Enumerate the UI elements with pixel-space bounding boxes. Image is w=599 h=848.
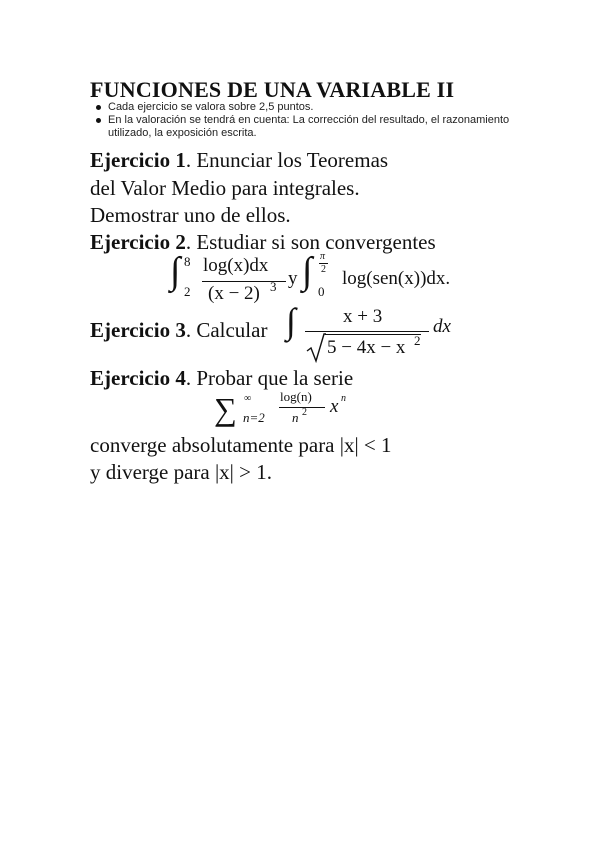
- exercise-1-line2: del Valor Medio para integrales.: [90, 176, 360, 200]
- connector-y: y: [288, 268, 298, 289]
- integral-1-upper-limit: 8: [184, 254, 191, 269]
- term-power-exponent: n: [341, 393, 346, 404]
- bullet-icon: [96, 105, 101, 110]
- integral-1-denominator: (x − 2): [208, 283, 260, 304]
- grading-note: [90, 101, 510, 114]
- summation-sign: ∑: [214, 391, 237, 427]
- exercise-3-text: . Calcular: [185, 318, 268, 342]
- exercise-4-line3: y diverge para |x| > 1.: [90, 460, 272, 484]
- integral-2-lower-limit: 0: [318, 284, 325, 299]
- sum-lower-limit: n=2: [243, 410, 265, 425]
- integral-sign: ∫: [302, 250, 313, 292]
- exercise-2-label: Ejercicio 2: [90, 230, 186, 254]
- exercise-1-line3: Demostrar uno de ellos.: [90, 203, 291, 227]
- bullet-icon: [96, 118, 101, 123]
- grading-notes: [90, 101, 510, 140]
- grading-note-text: En la valoración se tendrá en cuenta: La corrección del resultado, el razonamiento utilizado, la exposición escrita.: [108, 114, 510, 139]
- integral-sign: ∫: [286, 301, 296, 341]
- exercise-3: [90, 316, 267, 344]
- integral-1-lower-limit: 2: [184, 284, 191, 299]
- term-denominator-exponent: 2: [302, 407, 307, 418]
- exercise-2: [90, 228, 436, 256]
- exercise-4: [90, 364, 353, 392]
- exercise-3-label: Ejercicio 3: [90, 318, 186, 342]
- integral-2-upper-pi: π: [320, 251, 326, 262]
- integrand-denominator: 5 − 4x − x: [327, 337, 406, 358]
- integral-1-denominator-exponent: 3: [270, 279, 277, 294]
- denominator-exponent: 2: [414, 333, 421, 348]
- integrand-numerator: x + 3: [343, 306, 383, 327]
- exercise-2-text: . Estudiar si son convergentes: [185, 230, 436, 254]
- exercise-4-line2: converge absolutamente para |x| < 1: [90, 433, 392, 457]
- exercise-1-line1: . Enunciar los Teoremas: [185, 148, 389, 172]
- exam-title: FUNCIONES DE UNA VARIABLE II: [90, 77, 455, 102]
- integral-1-numerator: log(x)dx: [203, 255, 269, 276]
- exercise-4-label: Ejercicio 4: [90, 366, 186, 390]
- differential: dx: [433, 316, 451, 337]
- sum-upper-limit: ∞: [244, 393, 252, 404]
- exercise-1-label: Ejercicio 1: [90, 148, 186, 172]
- integral-2-integrand: log(sen(x))dx.: [342, 268, 451, 289]
- grading-note-text: Cada ejercicio se valora sobre 2,5 puntos.: [108, 101, 314, 113]
- term-denominator: n: [292, 410, 299, 425]
- exercise-1: [90, 146, 388, 174]
- integral-2-upper-two: 2: [321, 264, 326, 275]
- exercise-4-text: . Probar que la serie: [185, 366, 354, 390]
- grading-note: [90, 114, 510, 140]
- square-root-icon: [306, 333, 326, 363]
- term-power-base: x: [330, 396, 339, 417]
- term-numerator: log(n): [280, 389, 312, 404]
- integral-sign: ∫: [170, 250, 181, 292]
- radical-bar: [325, 334, 421, 335]
